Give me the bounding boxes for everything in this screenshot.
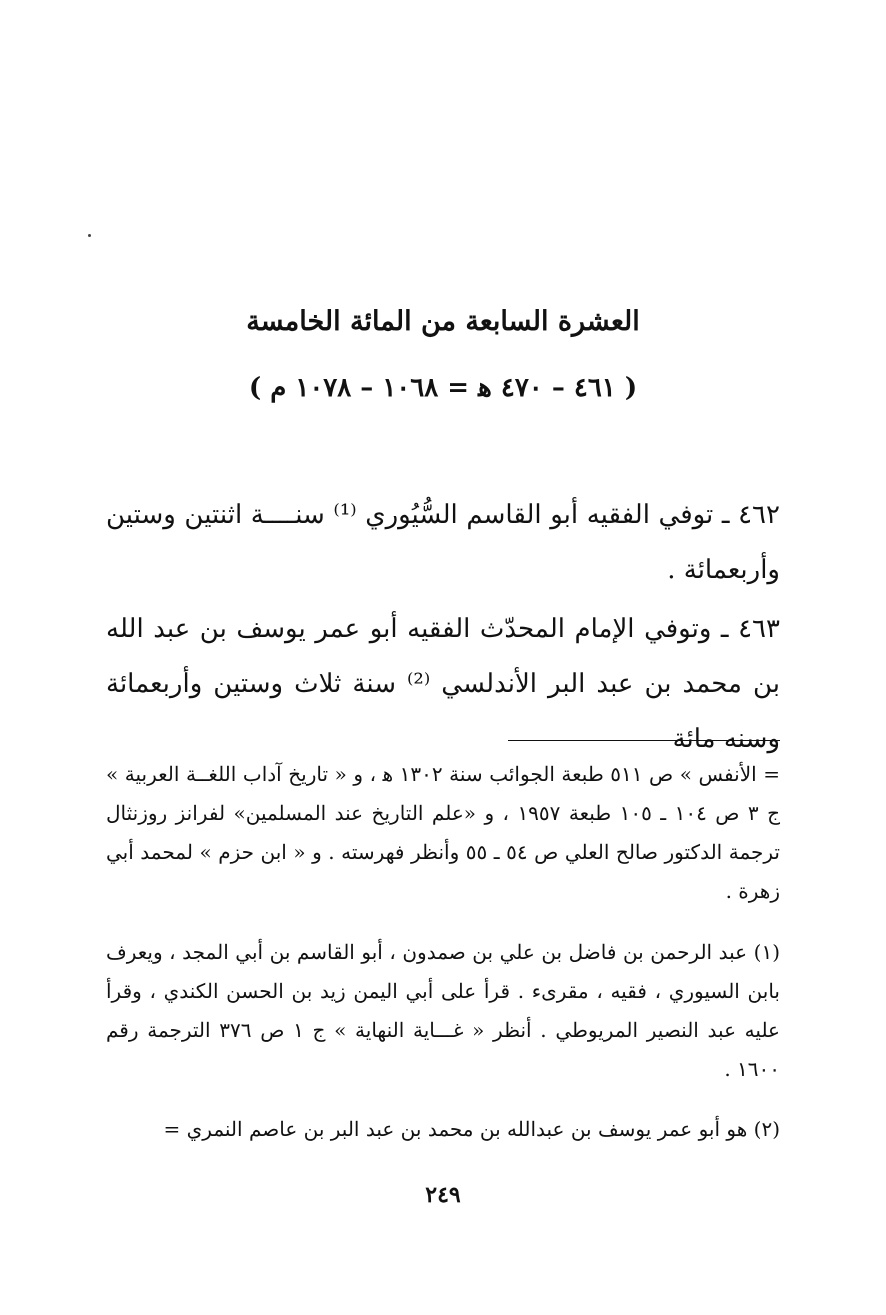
footnote-separator <box>508 740 780 741</box>
speck-mark <box>88 234 91 237</box>
footnote-1: (١) عبد الرحمن بن فاضل بن علي بن صمدون ، أبو القاسم بن أبي المجد ، ويعرف بابن السيوري ، فقيه ، مقرىء . قرأ على أبي اليمن زيد بن الحسن الكندي ، وقرأ عليه عبد النصير المريوطي . أنظر « غـــاية النهاية » ج ١ ص ٣٧٦ الترجمة رقم ١٦٠٠ . <box>106 940 780 1081</box>
page-number: ٢٤٩ <box>425 1182 461 1208</box>
footnote-continuation: = الأنفس » ص ٥١١ طبعة الجوائب سنة ١٣٠٢ ﻫ ، و « تاريخ آداب اللغــة العربية » ج ٣ ص ١٠٤ ـ ١٠٥ طبعة ١٩٥٧ ، و «علم التاريخ عند المسلمين» لفرانز روزنثال ترجمة الدكتور صالح العلي ص ٥٤ ـ ٥٥ وأنظر فهرسته . و « ابن حزم » لمحمد أبي زهرة . <box>106 762 780 903</box>
section-title: العشرة السابعة من المائة الخامسة <box>246 306 640 337</box>
entry-462: ٤٦٢ ـ توفي الفقيه أبو القاسم السُّيُوري ⁽¹⁾ سنــــة اثنتين وستين وأربعمائة . <box>106 500 780 585</box>
entry-463: ٤٦٣ ـ وتوفي الإمام المحدّث الفقيه أبو عمر يوسف بن عبد الله بن محمد بن عبد البر الأندلسي ⁽²⁾ سنة ثلاث وستين وأربعمائة وسنه مائة <box>106 614 780 754</box>
section-date-range: ( ٤٦١ – ٤٧٠ ﻫ = ١٠٦٨ – ١٠٧٨ م ) <box>248 373 638 403</box>
footnote-2: (٢) هو أبو عمر يوسف بن عبدالله بن محمد بن عبد البر بن عاصم النمري = <box>163 1117 780 1141</box>
